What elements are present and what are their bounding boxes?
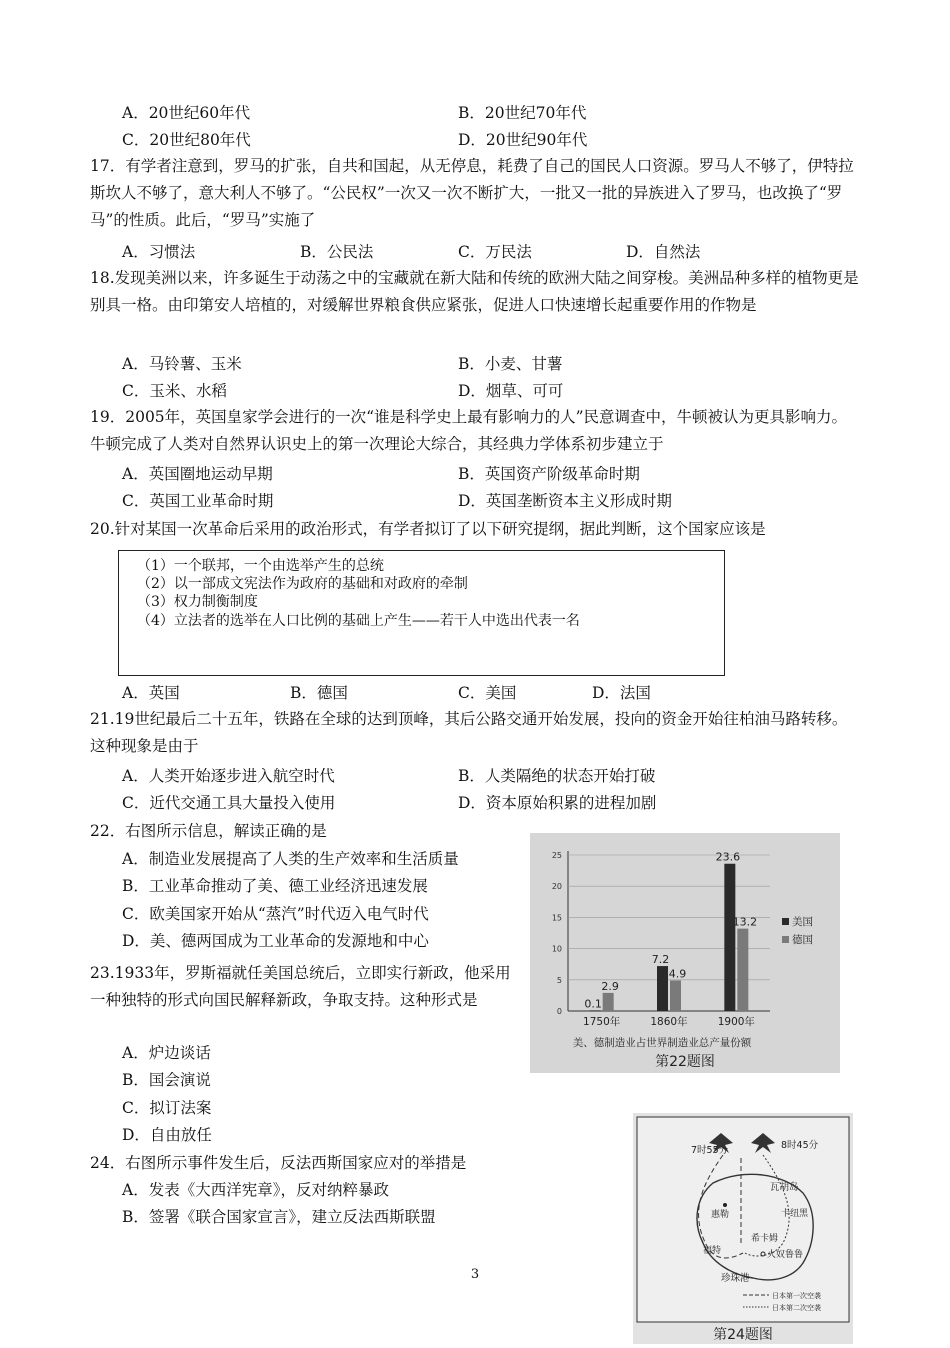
q22-option-c: C．欧美国家开始从“蒸汽”时代迈入电气时代 bbox=[122, 905, 429, 923]
map-time-1: 7时55分 bbox=[691, 1145, 729, 1156]
q19-stem: 19．2005年，英国皇家学会进行的一次“谁是科学史上最有影响力的人”民意调查中，牛顿被认为更具影响力。牛顿完成了人类对自然界认识史上的第一次理论大综合，其经典力学体系初步建立于 bbox=[90, 408, 848, 453]
q24-option-a: A．发表《大西洋宪章》，反对纳粹暴政 bbox=[122, 1181, 389, 1199]
q19-option-a: A．英国圈地运动早期 bbox=[122, 465, 273, 483]
q17-option-a: A．习惯法 bbox=[122, 243, 196, 261]
q23-stem: 23.1933年，罗斯福就任美国总统后，立即实行新政，他采用一种独特的形式向国民解释新政，争取支持。这种形式是 bbox=[90, 964, 511, 1009]
map-label-ford: 福特 bbox=[703, 1246, 722, 1256]
q20-option-d: D．法国 bbox=[592, 684, 651, 702]
q17-stem: 17．有学者注意到，罗马的扩张，自共和国起，从无停息，耗费了自己的国民人口资源。罗马人不够了，伊特拉斯坎人不够了，意大利人不够了。“公民权”一次又一次不断扩大，一批又一批的异族进入了罗马，也改换了“罗马”的性质。此后，“罗马”实施了 bbox=[90, 157, 854, 229]
q22-stem: 22．右图所示信息，解读正确的是 bbox=[90, 822, 327, 840]
q20-outline-box bbox=[118, 550, 725, 676]
q22-bar-chart bbox=[530, 833, 840, 1073]
q23-option-d: D．自由放任 bbox=[122, 1126, 212, 1144]
q22-option-d: D．美、德两国成为工业革命的发源地和中心 bbox=[122, 932, 429, 950]
chart-y-tick-label: 5 bbox=[556, 975, 562, 985]
chart-y-tick-label: 10 bbox=[551, 944, 562, 954]
chart-bar bbox=[724, 864, 735, 1011]
q24-map-figure bbox=[633, 1113, 853, 1344]
chart-data-label: 4.9 bbox=[668, 967, 687, 981]
chart-x-tick-label: 1750年 bbox=[583, 1016, 621, 1028]
chart-bar bbox=[657, 966, 668, 1011]
q22-chart-figure bbox=[530, 833, 840, 1073]
chart-data-label: 2.9 bbox=[601, 979, 619, 993]
chart-legend-label: 美国 bbox=[792, 916, 813, 928]
map-label-honolulu: 火奴鲁鲁 bbox=[767, 1250, 804, 1260]
q20-box-line-2: （2）以一部成文宪法作为政府的基础和对政府的牵制 bbox=[137, 576, 468, 592]
chart-legend-swatch bbox=[782, 918, 789, 925]
chart-x-tick-label: 1900年 bbox=[717, 1016, 755, 1028]
chart-data-label: 23.6 bbox=[715, 850, 741, 864]
q18-option-c: C．玉米、水稻 bbox=[122, 382, 227, 400]
q19-option-d: D．英国垄断资本主义形成时期 bbox=[458, 492, 672, 510]
map-legend-1: 日本第一次空袭 bbox=[772, 1292, 821, 1300]
chart-y-tick-label: 20 bbox=[551, 882, 562, 892]
map-label-wheeler: 惠勒 bbox=[711, 1210, 730, 1220]
q22-option-a: A．制造业发展提高了人类的生产效率和生活质量 bbox=[122, 850, 459, 868]
q24-option-b: B．签署《联合国家宣言》，建立反法西斯联盟 bbox=[122, 1208, 436, 1226]
q20-box-line-3: （3）权力制衡制度 bbox=[137, 594, 258, 610]
chart-y-tick-label: 15 bbox=[551, 913, 562, 923]
q17-option-d: D．自然法 bbox=[626, 243, 701, 261]
q21-option-a: A．人类开始逐步进入航空时代 bbox=[122, 767, 335, 785]
q21-option-c: C．近代交通工具大量投入使用 bbox=[122, 794, 336, 812]
map-label-kaneohe: 卡纽黑 bbox=[781, 1209, 809, 1219]
chart-legend-label: 德国 bbox=[792, 934, 813, 946]
q17-option-b: B．公民法 bbox=[300, 243, 374, 261]
map-label-oahu: 瓦胡岛 bbox=[770, 1182, 799, 1193]
q19-option-b: B．英国资产阶级革命时期 bbox=[458, 465, 640, 483]
q24-stem: 24．右图所示事件发生后，反法西斯国家应对的举措是 bbox=[90, 1154, 467, 1172]
chart-x-tick-label: 1860年 bbox=[650, 1016, 688, 1028]
q22-option-b: B．工业革命推动了美、德工业经济迅速发展 bbox=[122, 877, 428, 895]
pearl-harbor-map bbox=[633, 1113, 853, 1344]
chart-y-tick-label: 0 bbox=[556, 1007, 562, 1016]
q19-option-c: C．英国工业革命时期 bbox=[122, 492, 274, 510]
q20-option-c: C．美国 bbox=[458, 684, 517, 702]
q20-stem: 20.针对某国一次革命后采用的政治形式，有学者拟订了以下研究提纲，据此判断，这个国家应该是 bbox=[90, 520, 766, 538]
chart-y-tick-label: 25 bbox=[551, 851, 562, 860]
q23-option-b: B．国会演说 bbox=[122, 1071, 211, 1089]
chart-bar bbox=[590, 1010, 601, 1011]
q17-option-c: C．万民法 bbox=[458, 243, 532, 261]
q21-option-b: B．人类隔绝的状态开始打破 bbox=[458, 767, 656, 785]
map-legend-2: 日本第二次空袭 bbox=[772, 1304, 821, 1312]
map-label-hickam: 希卡姆 bbox=[751, 1234, 779, 1244]
chart-caption: 第22题图 bbox=[655, 1054, 715, 1070]
chart-data-label: 7.2 bbox=[651, 953, 670, 967]
chart-bar bbox=[737, 929, 748, 1011]
chart-data-label: 0.1 bbox=[584, 997, 602, 1011]
q20-box-line-1: （1）一个联邦，一个由选举产生的总统 bbox=[137, 558, 384, 574]
q20-option-a: A．英国 bbox=[122, 684, 180, 702]
chart-xlabel: 美、德制造业占世界制造业总产量份额 bbox=[572, 1037, 752, 1049]
q20-box-line-4: （4）立法者的选举在人口比例的基础上产生——若干人中选出代表一名 bbox=[137, 613, 580, 629]
q16-option-b: B．20世纪70年代 bbox=[458, 104, 587, 122]
q18-option-b: B．小麦、甘薯 bbox=[458, 355, 563, 373]
map-marker bbox=[723, 1203, 727, 1207]
map-label-pearl-harbor: 珍珠港 bbox=[721, 1273, 750, 1284]
q16-option-c: C．20世纪80年代 bbox=[122, 131, 251, 149]
chart-data-label: 13.2 bbox=[732, 915, 758, 929]
map-caption: 第24题图 bbox=[713, 1327, 773, 1343]
chart-bar bbox=[603, 993, 614, 1011]
page-number: 3 bbox=[470, 1267, 480, 1282]
q16-option-d: D．20世纪90年代 bbox=[458, 131, 588, 149]
q21-option-d: D．资本原始积累的进程加剧 bbox=[458, 794, 657, 812]
map-time-2: 8时45分 bbox=[781, 1140, 819, 1151]
q20-option-b: B．德国 bbox=[290, 684, 348, 702]
q18-option-a: A．马铃薯、玉米 bbox=[122, 355, 242, 373]
q21-stem: 21.19世纪最后二十五年，铁路在全球的达到顶峰，其后公路交通开始发展，投向的资金开始往柏油马路转移。这种现象是由于 bbox=[90, 710, 848, 755]
chart-legend-swatch bbox=[782, 936, 789, 943]
chart-bar bbox=[670, 980, 681, 1011]
q18-stem: 18.发现美洲以来，许多诞生于动荡之中的宝藏就在新大陆和传统的欧洲大陆之间穿梭。美洲品种多样的植物更是别具一格。由印第安人培植的，对缓解世界粮食供应紧张，促进人口快速增长起重要作用的作物是 bbox=[90, 269, 859, 314]
q23-option-a: A．炉边谈话 bbox=[122, 1044, 211, 1062]
q23-option-c: C．拟订法案 bbox=[122, 1099, 212, 1117]
q16-option-a: A．20世纪60年代 bbox=[122, 104, 251, 122]
q18-option-d: D．烟草、可可 bbox=[458, 382, 564, 400]
